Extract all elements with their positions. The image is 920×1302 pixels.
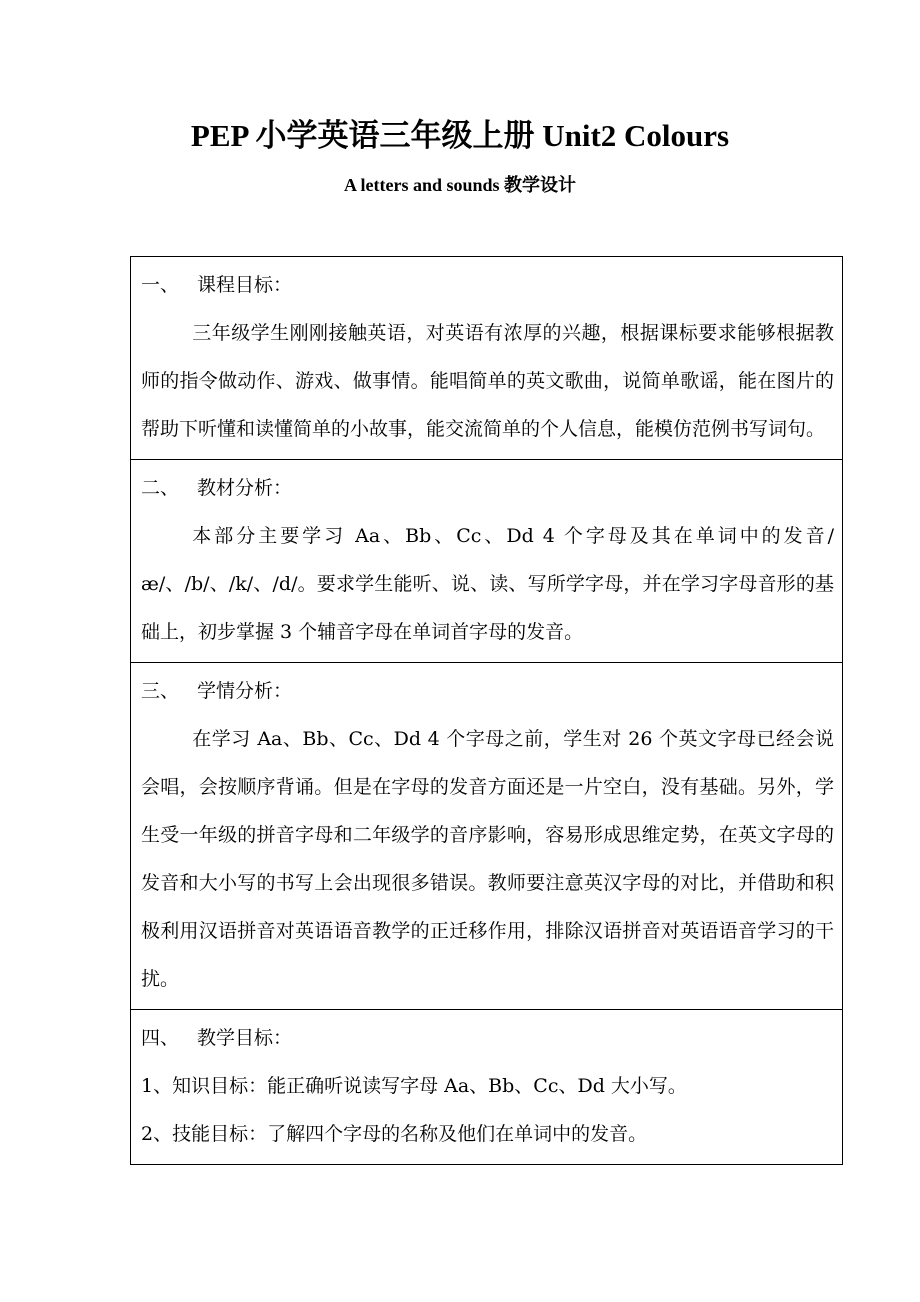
section-heading (141, 261, 834, 309)
section-row-student-analysis (131, 663, 843, 1010)
section-heading (141, 464, 834, 512)
section-heading (141, 667, 834, 715)
section-paragraph: 在学习 Aa、Bb、Cc、Dd 4 个字母之前，学生对 26 个英文字母已经会说会唱，会按顺序背诵。但是在字母的发音方面还是一片空白，没有基础。另外，学生受一年级的拼音字母和二年级学的音序影响，容易形成思维定势，在英文字母的发音和大小写的书写上会出现很多错误。教师要注意英汉字母的对比，并借助和积极利用汉语拼音对英语语音教学的正迁移作用，排除汉语拼音对英语语音学习的干扰。 (141, 728, 834, 990)
section-cell (131, 663, 843, 1010)
goal-item: 1、知识目标：能正确听说读写字母 Aa、Bb、Cc、Dd 大小写。 (141, 1075, 687, 1097)
section-number: 三、 (141, 680, 180, 702)
section-heading (141, 1014, 834, 1062)
section-paragraph: 本部分主要学习 Aa、Bb、Cc、Dd 4 个字母及其在单词中的发音/æ/、/b/、/k/、/d/。要求学生能听、说、读、写所学字母，并在学习字母音形的基础上，初步掌握 3 个辅音字母在单词首字母的发音。 (141, 525, 834, 643)
section-cell (131, 257, 843, 460)
section-row-course-goals (131, 257, 843, 460)
section-title: 学情分析： (197, 680, 293, 702)
page-title: PEP 小学英语三年级上册 Unit2 Colours (190, 118, 730, 153)
goal-item: 2、技能目标：了解四个字母的名称及他们在单词中的发音。 (141, 1123, 648, 1145)
section-title: 教学目标： (197, 1027, 293, 1049)
section-number: 四、 (141, 1027, 180, 1049)
section-title: 教材分析： (197, 477, 293, 499)
section-row-material-analysis (131, 460, 843, 663)
section-cell (131, 460, 843, 663)
section-cell (131, 1010, 843, 1165)
page-subtitle: A letters and sounds 教学设计 (343, 175, 577, 195)
section-paragraph: 三年级学生刚刚接触英语，对英语有浓厚的兴趣，根据课标要求能够根据教师的指令做动作、游戏、做事情。能唱简单的英文歌曲，说简单歌谣，能在图片的帮助下听懂和读懂简单的小故事，能交流简单的个人信息，能模仿范例书写词句。 (141, 322, 834, 440)
section-number: 一、 (141, 274, 180, 296)
section-number: 二、 (141, 477, 180, 499)
section-row-teaching-goals (131, 1010, 843, 1165)
section-title: 课程目标： (197, 274, 293, 296)
lesson-plan-table (130, 256, 843, 1165)
